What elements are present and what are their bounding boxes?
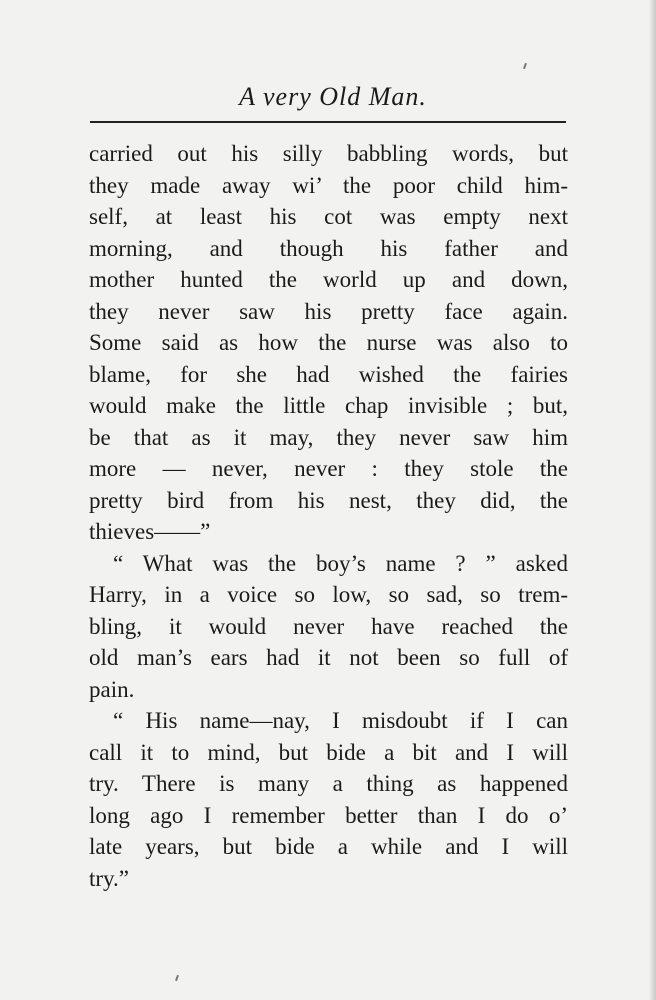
text-line: thieves——” [89, 519, 211, 544]
text-line: call it to mind, but bide a bit and I will [89, 739, 568, 765]
text-line: try.” [89, 865, 130, 891]
text-line: they made away wi’ the poor child him- [89, 172, 568, 198]
text-line: carried out his silly babbling words, but [89, 141, 568, 166]
text-line: self, at least his cot was empty next [89, 204, 568, 229]
text-line: pain. [89, 676, 135, 702]
text-line: morning, and though his father and [89, 235, 568, 261]
text-line: more — never, never : they stole the [89, 456, 568, 481]
head-rule [90, 121, 566, 123]
text-line: “ His name—nay, I misdoubt if I can [113, 708, 568, 733]
text-line: Harry, in a voice so low, so sad, so trem- [89, 582, 568, 607]
text-line: they never saw his pretty face again. [89, 298, 568, 324]
text-line: would make the little chap invisible ; but, [89, 393, 568, 418]
print-speck [175, 975, 179, 981]
text-line: be that as it may, they never saw him [89, 424, 568, 450]
text-line: blame, for she had wished the fairies [89, 361, 568, 387]
page-edge-shadow [649, 0, 656, 1000]
text-line: try. There is many a thing as happened [89, 771, 568, 796]
text-line: “ What was the boy’s name ? ” asked [113, 550, 568, 576]
running-head: A very Old Man. [239, 82, 427, 111]
text-line: Some said as how the nurse was also to [89, 330, 568, 355]
body-text [89, 138, 568, 894]
print-speck [523, 63, 527, 69]
text-line: late years, but bide a while and I will [89, 834, 568, 859]
text-line: pretty bird from his nest, they did, the [89, 487, 568, 513]
text-line: old man’s ears had it not been so full of [89, 645, 568, 670]
text-line: long ago I remember better than I do o’ [89, 802, 568, 828]
text-line: bling, it would never have reached the [89, 613, 568, 639]
text-line: mother hunted the world up and down, [89, 267, 568, 292]
